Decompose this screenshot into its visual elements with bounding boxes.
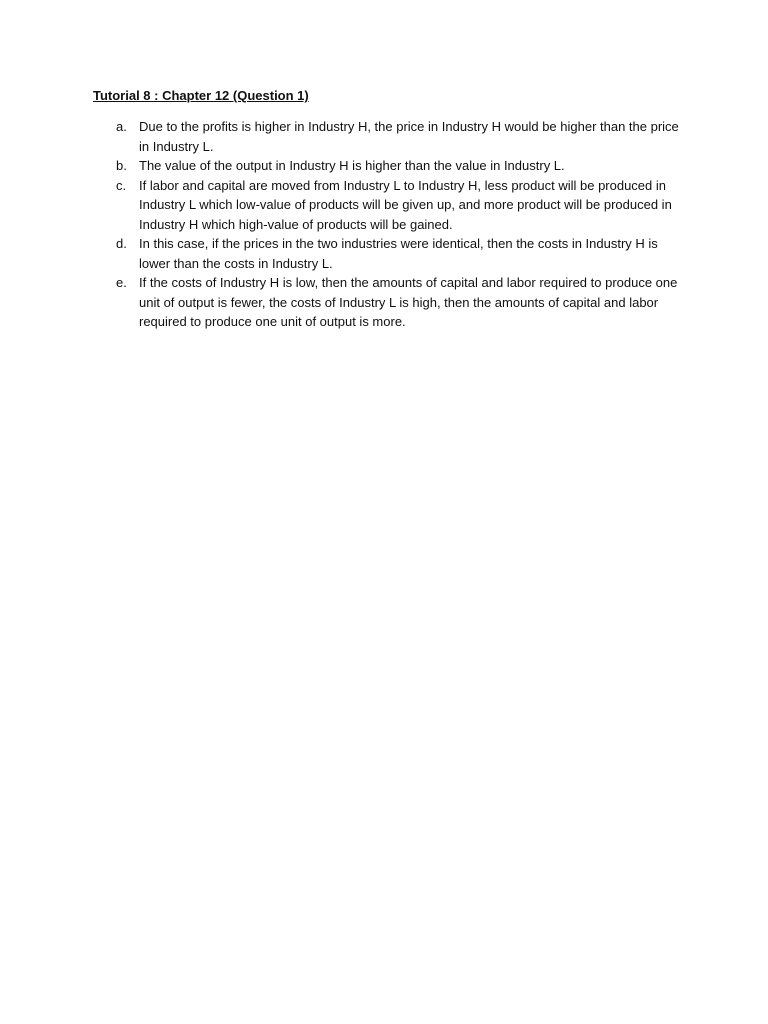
answer-marker: e. [116,275,127,290]
answer-text: The value of the output in Industry H is higher than the value in Industry L. [139,158,565,173]
answer-item-a [93,117,683,156]
answer-marker: c. [116,177,127,193]
answer-item-d [93,234,683,273]
answer-text: If the costs of Industry H is low, then the amounts of capital and labor required to produce one unit of output is fewer, the costs of Industry L is high, then the amounts of capital and labor required to produce one unit of output is more. [139,275,678,329]
answer-marker: d. [116,236,127,251]
answer-marker: b. [116,158,127,173]
answer-text: Due to the profits is higher in Industry H, the price in Industry H would be higher than the price in Industry L. [139,119,679,154]
answer-marker: a. [116,119,127,134]
answer-item-b [93,156,683,176]
answer-list [93,117,683,332]
answer-text: In this case, if the prices in the two industries were identical, then the costs in Industry H is lower than the costs in Industry L. [139,236,658,271]
answer-item-c [93,176,683,235]
answer-item-e [93,273,683,332]
document-title: Tutorial 8 : Chapter 12 (Question 1) [93,88,309,103]
answer-text: If labor and capital are moved from Industry L to Industry H, less product will be produced in Industry L which low-value of products will be given up, and more product will be produced in Industry H which high-value of products will be gained. [139,177,672,232]
